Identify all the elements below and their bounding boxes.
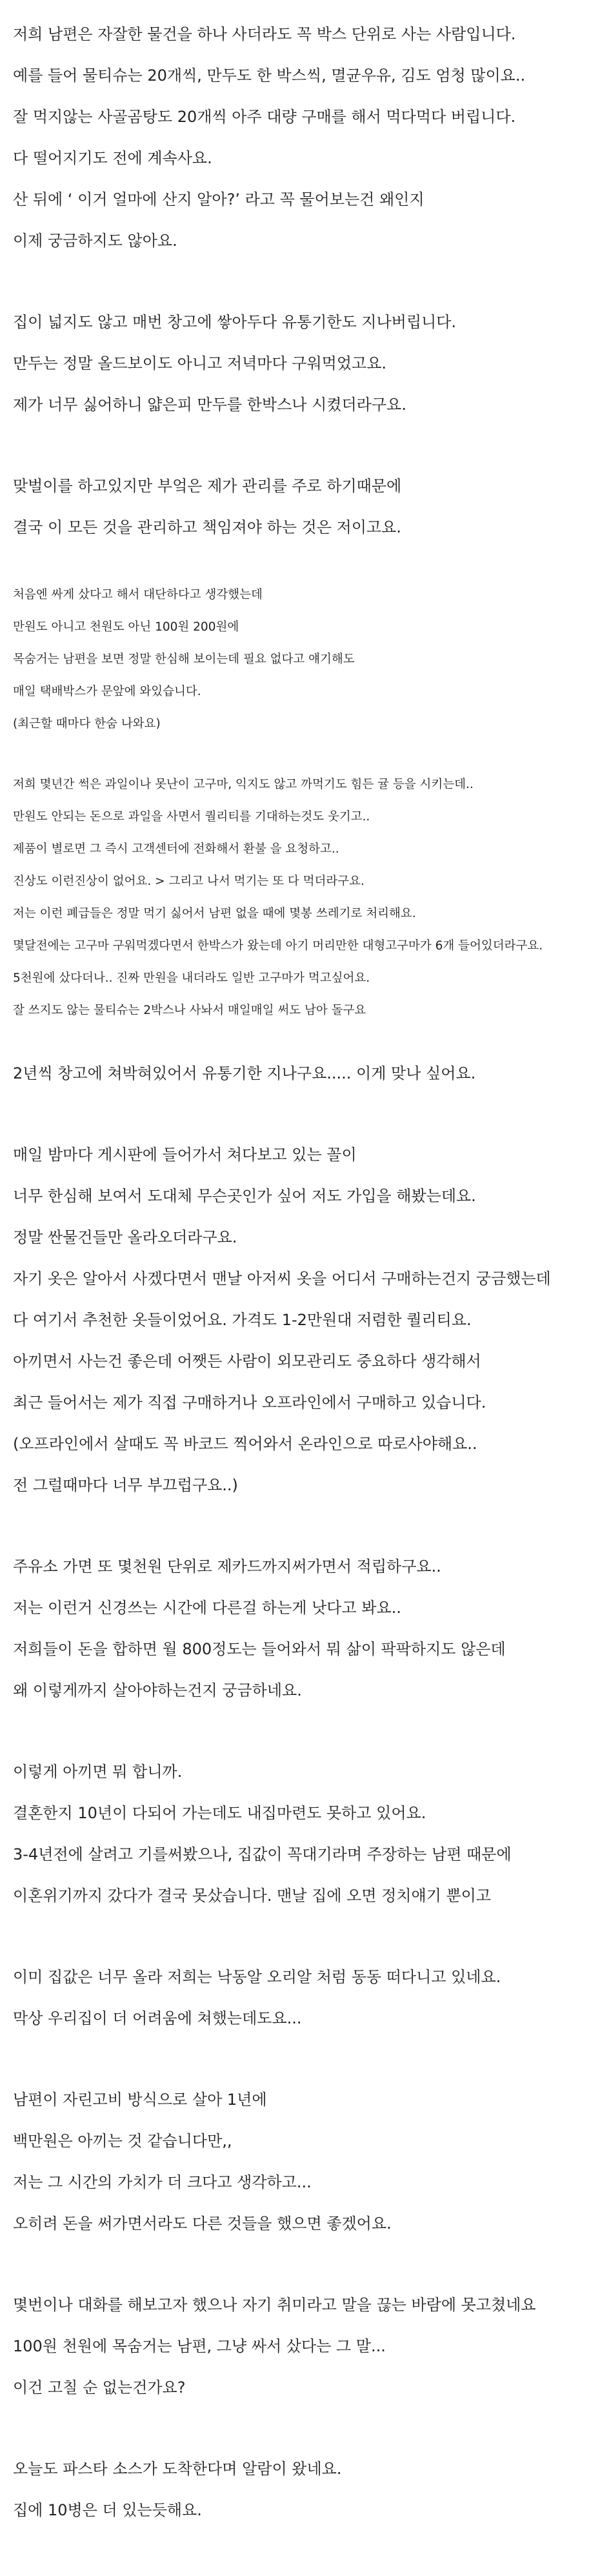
paragraph — [13, 1062, 591, 1084]
text-line: 집에 10병은 더 있는듯해요. — [13, 2501, 202, 2519]
text-line: (오프라인에서 살때도 꼭 바코드 찍어와서 온라인으로 따로사야해요.. — [13, 1435, 477, 1453]
text-line: 최근 들어서는 제가 직접 구매하거나 오프라인에서 구매하고 있습니다. — [13, 1394, 486, 1412]
paragraph-gap — [13, 2254, 591, 2294]
paragraph-gap — [13, 1721, 591, 1761]
text-line: 남편이 자린고비 방식으로 살아 1년에 — [13, 2091, 267, 2109]
text-line: 목숨거는 남편을 보면 정말 한심해 보이는데 필요 없다고 얘기해도 — [13, 653, 355, 666]
text-line: 전 그럴때마다 너무 부끄럽구요..) — [13, 1476, 238, 1494]
paragraph-gap — [13, 2049, 591, 2089]
paragraph — [13, 23, 591, 252]
text-line: 제가 너무 싫어하니 얇은피 만두를 한박스나 시켰더라구요. — [13, 396, 406, 414]
text-line: 이혼위기까지 갔다가 결국 못샀습니다. 맨날 집에 오면 정치얘기 뿐이고 — [13, 1887, 491, 1905]
paragraph — [13, 2089, 591, 2235]
paragraph — [13, 776, 591, 1020]
paragraph — [13, 586, 591, 733]
text-line: 예를 들어 물티슈는 20개씩, 만두도 한 박스씩, 멸균우유, 김도 엄청 많이요.. — [13, 66, 526, 85]
text-line: 매일 밤마다 게시판에 들어가서 쳐다보고 있는 꼴이 — [13, 1146, 357, 1164]
text-line: 몇번이나 대화를 해보고자 했으나 자기 취미라고 말을 끊는 바람에 못고쳤네요 — [13, 2296, 536, 2314]
paragraph — [13, 1761, 591, 1907]
paragraph — [13, 1556, 591, 1701]
text-line: 이렇게 아끼면 뭐 합니까. — [13, 1763, 183, 1781]
text-line: 자기 옷은 알아서 사겠다면서 맨날 아저씨 옷을 어디서 구매하는건지 궁금했는데 — [13, 1270, 551, 1288]
text-line: 2년씩 창고에 쳐박혀있어서 유통기한 지나구요..... 이게 맞나 싶어요. — [13, 1064, 476, 1082]
paragraph-gap — [13, 747, 591, 776]
text-line: 주유소 가면 또 몇천원 단위로 제카드까지써가면서 적립하구요.. — [13, 1557, 441, 1576]
paragraph — [13, 1144, 591, 1496]
text-line: 저희들이 돈을 합하면 월 800정도는 들어와서 뭐 삶이 팍팍하지도 않은데 — [13, 1640, 506, 1658]
text-line: 집이 넓지도 않고 매번 창고에 쌓아두다 유통기한도 지나버립니다. — [13, 313, 456, 331]
text-line: 백만원은 아끼는 것 같습니다만,, — [13, 2132, 232, 2150]
text-line: 산 뒤에 ‘ 이거 얼마에 산지 알아?’ 라고 꼭 물어보는건 왜인지 — [13, 190, 425, 208]
paragraph — [13, 1966, 591, 2029]
text-line: 결국 이 모든 것을 관리하고 책임져야 하는 것은 저이고요. — [13, 518, 401, 536]
text-line: 저희 남편은 자잘한 물건을 하나 사더라도 꼭 박스 단위로 사는 사람입니다. — [13, 25, 516, 43]
text-line: 너무 한심해 보여서 도대체 무슨곳인가 싶어 저도 가입을 해봤는데요. — [13, 1187, 476, 1205]
text-line: 오늘도 파스타 소스가 도착한다며 알람이 왔네요. — [13, 2460, 342, 2478]
text-line: 오히려 돈을 써가면서라도 다른 것들을 했으면 좋겠어요. — [13, 2215, 392, 2233]
text-line: 100원 천원에 목숨거는 남편, 그냥 싸서 샀다는 그 말... — [13, 2337, 386, 2355]
text-line: 몇달전에는 고구마 구워먹겠다면서 한박스가 왔는데 아기 머리만한 대형고구마가 6개 들어있더라구요. — [13, 939, 543, 953]
text-line: 다 여기서 추천한 옷들이었어요. 가격도 1-2만원대 저렴한 퀄리티요. — [13, 1311, 472, 1329]
text-line: 정말 싼물건들만 올라오더라구요. — [13, 1228, 237, 1246]
text-line: 결혼한지 10년이 다되어 가는데도 내집마련도 못하고 있어요. — [13, 1804, 426, 1822]
text-line: 진상도 이런진상이 없어요. > 그리고 나서 먹기는 또 다 먹더라구요. — [13, 875, 365, 888]
paragraph — [13, 2294, 591, 2399]
text-line: 왜 이렇게까지 살아야하는건지 궁금하네요. — [13, 1681, 302, 1699]
text-line: 막상 우리집이 더 어려움에 쳐했는데도요... — [13, 2009, 302, 2027]
text-line: 5천원에 샀다더나.. 진짜 만원을 내더라도 일반 고구마가 먹고싶어요. — [13, 971, 370, 985]
text-line: (최근할 때마다 한숨 나와요) — [13, 717, 161, 731]
text-line: 만두는 정말 올드보이도 아니고 저녁마다 구워먹었고요. — [13, 354, 387, 372]
text-line: 처음엔 싸게 샀다고 해서 대단하다고 생각했는데 — [13, 588, 263, 602]
text-line: 잘 쓰지도 않는 물티슈는 2박스나 사놔서 매일매일 써도 남아 돌구요 — [13, 1004, 366, 1017]
paragraph-gap — [13, 1926, 591, 1966]
text-line: 저는 이런 폐급들은 정말 먹기 싫어서 남편 없을 때에 몇봉 쓰레기로 처리해요. — [13, 907, 416, 920]
text-line: 매일 택배박스가 문앞에 와있습니다. — [13, 685, 201, 698]
paragraph-gap — [13, 1516, 591, 1556]
paragraph — [13, 475, 591, 538]
text-line: 저희 몇년간 썩은 과일이나 못난이 고구마, 익지도 않고 까먹기도 힘든 귤 등을 시키는데.. — [13, 778, 474, 791]
paragraph-gap — [13, 2418, 591, 2458]
text-line: 이건 고칠 순 없는건가요? — [13, 2378, 186, 2397]
paragraph — [13, 311, 591, 416]
text-line: 맞벌이를 하고있지만 부엌은 제가 관리를 주로 하기때문에 — [13, 477, 402, 495]
text-line: 만원도 안되는 돈으로 과일을 사면서 퀄리티를 기대하는것도 웃기고.. — [13, 810, 370, 824]
text-line: 잘 먹지않는 사골곰탕도 20개씩 아주 대량 구매를 해서 먹다먹다 버립니다. — [13, 108, 516, 126]
text-line: 이미 집값은 너무 올라 저희는 낙동알 오리알 처럼 동동 떠다니고 있네요. — [13, 1968, 501, 1986]
paragraph-gap — [13, 435, 591, 475]
text-line: 제품이 별로면 그 즉시 고객센터에 전화해서 환불 을 요청하고.. — [13, 842, 339, 856]
text-line: 3-4년전에 살려고 기를써봤으나, 집값이 꼭대기라며 주장하는 남편 때문에 — [13, 1845, 512, 1863]
paragraph-gap — [13, 1034, 591, 1062]
text-line: 저는 그 시간의 가치가 더 크다고 생각하고... — [13, 2173, 312, 2191]
paragraph-gap — [13, 1104, 591, 1144]
paragraph — [13, 2458, 591, 2521]
paragraph-gap — [13, 558, 591, 586]
text-line: 만원도 아니고 천원도 아닌 100원 200원에 — [13, 620, 239, 634]
paragraph-gap — [13, 271, 591, 311]
text-line: 저는 이런거 신경쓰는 시간에 다른걸 하는게 낫다고 봐요.. — [13, 1599, 401, 1617]
text-line: 다 떨어지기도 전에 계속사요. — [13, 149, 212, 167]
text-line: 이제 궁금하지도 않아요. — [13, 232, 177, 250]
text-line: 아끼면서 사는건 좋은데 어쨋든 사람이 외모관리도 중요하다 생각해서 — [13, 1352, 481, 1370]
